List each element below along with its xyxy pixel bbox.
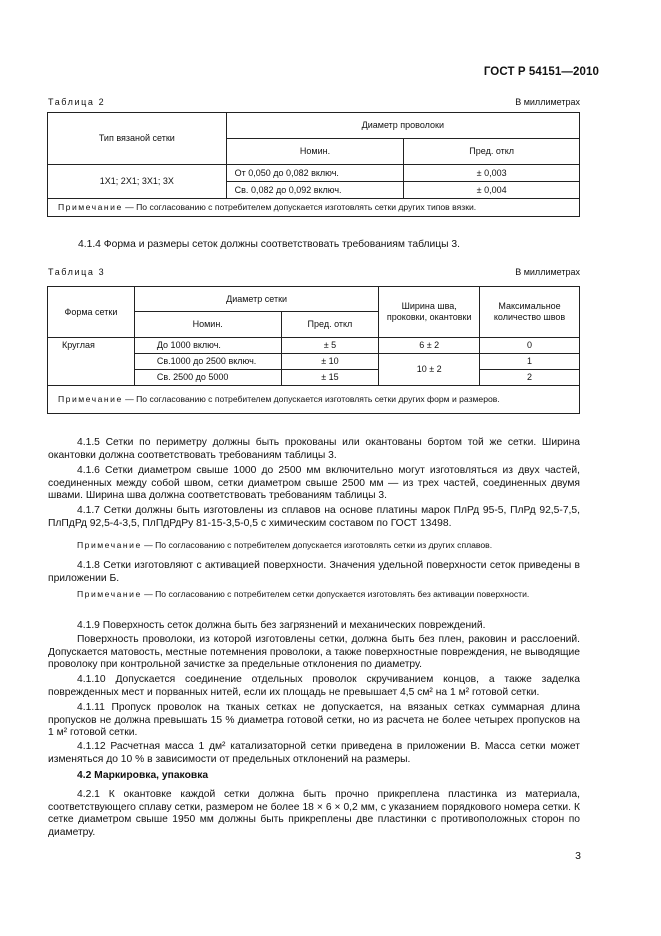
- paragraph-4-1-11: 4.1.11 Пропуск проволок на тканых сетках не допускается, на вязаных сетках суммарная длина пропусков не должна превышать 15 % диаметра готовой сетки, но из расчета не более четырех пропусков на 1 м² готовой сетки.: [48, 702, 580, 739]
- paragraph-4-1-7: 4.1.7 Сетки должны быть изготовлены из сплавов на основе платины марок ПлРд 95-5, ПлРд 92,5-7,5, ПлПдРд 92,5-4-3,5, ПлПдРдРу 81-15-3,5-0,5 с химическим составом по ГОСТ 13498.: [48, 505, 580, 529]
- note-label: Примечание: [77, 589, 142, 599]
- table3-units: В миллиметрах: [515, 267, 580, 277]
- table3-row-width: 6 ± 2: [379, 338, 480, 354]
- table3-col-form: Форма сетки: [48, 287, 135, 338]
- table2-caption: Таблица 2: [48, 97, 106, 107]
- section-heading-4-2: 4.2 Маркировка, упаковка: [77, 770, 209, 781]
- table3-col-max-seams: [480, 287, 580, 338]
- table3-col-tolerance: Пред. откл: [281, 312, 379, 338]
- table2-col-diameter: Диаметр проволоки: [226, 113, 579, 139]
- table2-row-nominal: От 0,050 до 0,082 включ.: [226, 165, 404, 182]
- table3-col-max-line2: количество швов: [493, 312, 566, 322]
- paragraph-4-1-8: 4.1.8 Сетки изготовляют с активацией поверхности. Значения удельной поверхности сеток приведены в приложении Б.: [48, 560, 580, 584]
- paragraph-4-1-12: 4.1.12 Расчетная масса 1 дм² катализаторной сетки приведена в приложении В. Масса сетки может изменяться до 10 % в зависимости от предельных отклонений на размеры.: [48, 741, 580, 765]
- note-label: Примечание: [58, 202, 123, 212]
- table2-col-tolerance: Пред. откл: [404, 139, 580, 165]
- paragraph-4-1-9: 4.1.9 Поверхность сеток должна быть без загрязнений и механических повреждений.: [77, 620, 486, 631]
- table3-row-nominal: До 1000 включ.: [134, 338, 281, 354]
- note-label: Примечание: [77, 540, 142, 550]
- table2-row-tolerance: ± 0,003: [404, 165, 580, 182]
- table3-col-width-line2: проковки, окантовки: [386, 312, 472, 322]
- table3-caption: Таблица 3: [48, 267, 106, 277]
- table2-col-type: Тип вязаной сетки: [48, 113, 227, 165]
- table2: [47, 112, 580, 217]
- table3-row-tolerance: ± 15: [281, 370, 379, 386]
- table3-col-width: [379, 287, 480, 338]
- paragraph-4-1-9-surface: Поверхность проволоки, из которой изготовлены сетки, должна быть без плен, раковин и расслоений. Допускается матовость, местные потемнения проволоки, а также поверхностные повреждения, не выводящие проволоку при контрольной зачистке за предельные отклонения по диаметру.: [48, 634, 580, 671]
- paragraph-4-1-4: 4.1.4 Форма и размеры сеток должны соответствовать требованиям таблицы 3.: [78, 239, 461, 250]
- table3-row-nominal: Св. 2500 до 5000: [134, 370, 281, 386]
- table3-col-nominal: Номин.: [134, 312, 281, 338]
- paragraph-4-1-10: 4.1.10 Допускается соединение отдельных проволок скручиванием концов, а также заделка поврежденных мест и порванных нитей, если их площадь не превышает 4,5 см² на 1 м² готовой сетки.: [48, 674, 580, 698]
- note-label: Примечание: [58, 394, 123, 404]
- note-text: — По согласованию с потребителем допускается изготовлять сетки из других сплавов.: [141, 540, 493, 550]
- paragraph-4-1-6: 4.1.6 Сетки диаметром свыше 1000 до 2500 мм включительно могут изготовляться из двух частей, соединенных между собой швом, сетки диаметром свыше 2500 мм — из трех частей, соединенных двумя швами. Ширина шва должна соответствовать требованиям таблицы 3.: [48, 465, 580, 502]
- table3-note: [48, 386, 580, 414]
- table3-row-max: 2: [480, 370, 580, 386]
- table3-row-max: 0: [480, 338, 580, 354]
- table3-row-nominal: Св.1000 до 2500 включ.: [134, 354, 281, 370]
- table3-row-max: 1: [480, 354, 580, 370]
- table3-row-width: 10 ± 2: [379, 354, 480, 386]
- table3-form-value: Круглая: [48, 338, 135, 386]
- table3-col-width-line1: Ширина шва,: [401, 301, 457, 311]
- paragraph-4-2-1: 4.2.1 К окантовке каждой сетки должна быть прочно прикреплена пластинка из материала, соответствующего сплаву сетки, размером не более 18 × 6 × 0,2 мм, с указанием порядкового номера сетки. К сетке диаметром свыше 1950 мм должны быть прикреплены две пластинки с противоположных сторон по диаметру.: [48, 789, 580, 838]
- document-id: ГОСТ Р 54151—2010: [483, 66, 599, 78]
- note-text: — По согласованию с потребителем сетки допускается изготовлять без активации поверхности.: [141, 589, 530, 599]
- note-text: — По согласованию с потребителем допускается изготовлять сетки других типов вязки.: [122, 202, 477, 212]
- table3-col-max-line1: Максимальное: [498, 301, 561, 311]
- table2-note: [48, 199, 580, 217]
- table2-col-nominal: Номин.: [226, 139, 404, 165]
- note-text: — По согласованию с потребителем допускается изготовлять сетки других форм и размеров.: [122, 394, 500, 404]
- table2-row-nominal: Св. 0,082 до 0,092 включ.: [226, 182, 404, 199]
- page-number: 3: [575, 850, 581, 862]
- note-4-1-7: [48, 540, 580, 552]
- table3-row-tolerance: ± 10: [281, 354, 379, 370]
- table3-row-tolerance: ± 5: [281, 338, 379, 354]
- note-4-1-8: [48, 589, 580, 601]
- table2-row-tolerance: ± 0,004: [404, 182, 580, 199]
- table3: [47, 286, 580, 414]
- table2-type-value: 1Х1; 2Х1; 3Х1; 3Х: [48, 165, 227, 199]
- paragraph-4-1-5: 4.1.5 Сетки по периметру должны быть прокованы или окантованы бортом той же сетки. Ширина окантовки должна соответствовать требованиям таблицы 3.: [48, 437, 580, 461]
- table2-units: В миллиметрах: [515, 97, 580, 107]
- table3-col-diameter: Диаметр сетки: [134, 287, 378, 312]
